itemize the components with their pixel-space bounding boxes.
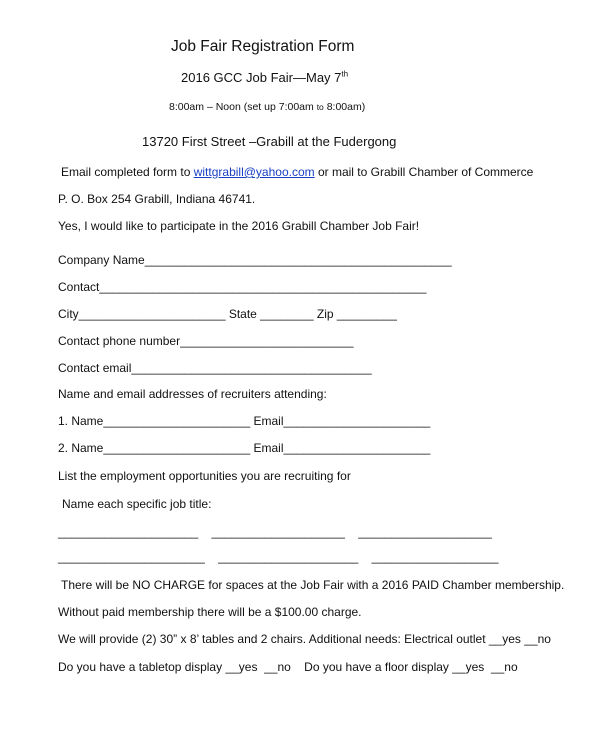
mailing-address: P. O. Box 254 Grabill, Indiana 46741. bbox=[58, 192, 256, 206]
email-suffix: or mail to Grabill Chamber of Commerce bbox=[314, 165, 534, 179]
recruiter-2-field[interactable]: 2. Name______________________ Email______________________ bbox=[58, 441, 431, 455]
event-name bbox=[181, 70, 348, 86]
contact-email-field[interactable]: Contact email____________________________________ bbox=[58, 361, 372, 375]
tables-and-outlet-option[interactable]: We will provide (2) 30” x 8’ tables and 2 chairs. Additional needs: Electrical outlet __yes __no bbox=[58, 632, 551, 646]
event-time bbox=[169, 101, 365, 114]
recruiter-1-field[interactable]: 1. Name______________________ Email______________________ bbox=[58, 414, 431, 428]
form-title: Job Fair Registration Form bbox=[171, 38, 355, 55]
display-options[interactable]: Do you have a tabletop display __yes __no Do you have a floor display __yes __no bbox=[58, 660, 518, 674]
email-instructions bbox=[61, 165, 533, 179]
participation-statement: Yes, I would like to participate in the 2016 Grabill Chamber Job Fair! bbox=[58, 219, 420, 233]
event-time-end: 8:00am) bbox=[326, 101, 366, 113]
job-title-row-2[interactable]: ______________________ _____________________ ___________________ bbox=[58, 550, 499, 564]
no-charge-notice: There will be NO CHARGE for spaces at the Job Fair with a 2016 PAID Chamber membership. bbox=[61, 578, 565, 592]
charge-notice: Without paid membership there will be a $100.00 charge. bbox=[58, 605, 362, 619]
contact-field[interactable]: Contact_________________________________________________ bbox=[58, 280, 427, 294]
job-title-row-1[interactable]: _____________________ ____________________ ____________________ bbox=[58, 525, 492, 539]
event-time-start: 8:00am – Noon (set up 7:00am bbox=[169, 101, 314, 113]
opportunities-heading: List the employment opportunities you are recruiting for bbox=[58, 469, 351, 483]
city-state-zip-field[interactable]: City______________________ State ________ Zip _________ bbox=[58, 307, 397, 321]
company-name-field[interactable]: Company Name______________________________________________ bbox=[58, 253, 452, 267]
recruiters-heading: Name and email addresses of recruiters attending: bbox=[58, 387, 327, 401]
event-address: 13720 First Street –Grabill at the Fudergong bbox=[142, 134, 397, 149]
event-name-text: 2016 GCC Job Fair—May 7 bbox=[181, 70, 342, 85]
event-time-to: to bbox=[316, 102, 324, 112]
email-link[interactable]: wittgrabill@yahoo.com bbox=[193, 165, 315, 179]
contact-phone-field[interactable]: Contact phone number__________________________ bbox=[58, 334, 354, 348]
email-prefix: Email completed form to bbox=[61, 165, 194, 179]
event-date-suffix: th bbox=[341, 69, 349, 79]
job-title-prompt: Name each specific job title: bbox=[62, 497, 212, 511]
